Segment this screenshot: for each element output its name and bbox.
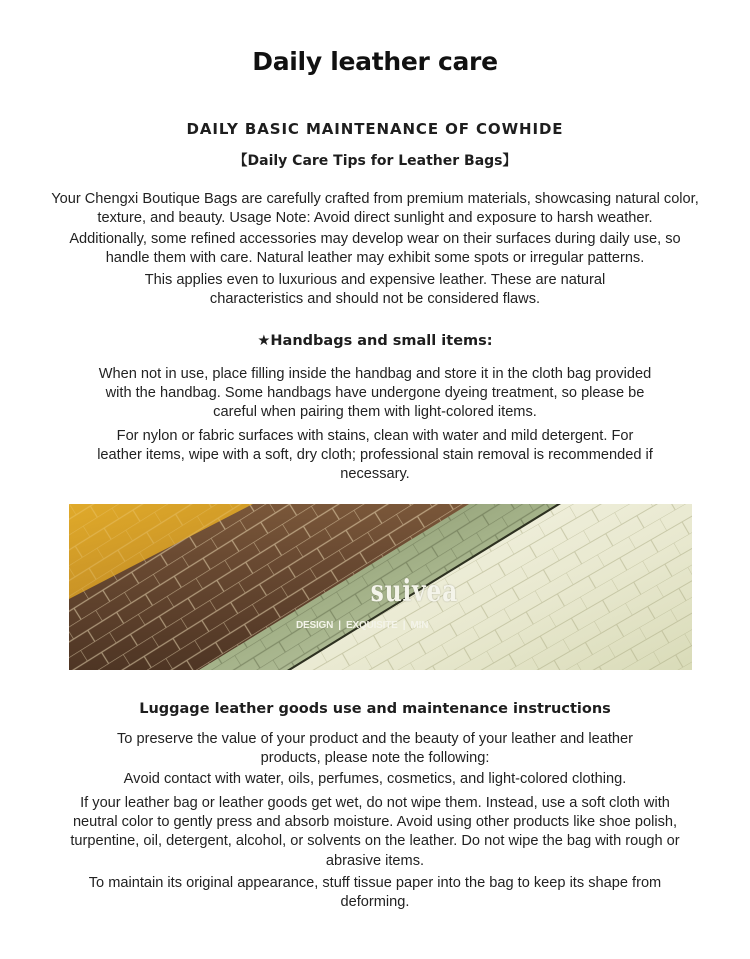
brand-logo: suivea: [370, 574, 459, 609]
page-subtitle: DAILY BASIC MAINTENANCE OF COWHIDE: [186, 120, 564, 138]
intro-paragraph-1: Your Chengxi Boutique Bags are carefully crafted from premium materials, showcasing natural color, texture, and beauty. Usage Note: Avoid direct sunlight and exposure to harsh weather.: [51, 191, 699, 227]
handbags-paragraph-2: For nylon or fabric surfaces with stains, clean with water and mild detergent. For leather items, wipe with a soft, dry cloth; professional stain removal is recommended if necessary.: [97, 428, 653, 483]
intro-paragraph-2: Additionally, some refined accessories may develop wear on their surfaces during daily use, so handle them with care. Natural leather may exhibit some spots or irregular patterns.: [69, 231, 681, 267]
luggage-heading: Luggage leather goods use and maintenance instructions: [139, 701, 611, 717]
luggage-paragraph-1: To preserve the value of your product and the beauty of your leather and leather products, please note the following:: [117, 731, 633, 767]
luggage-paragraph-3: If your leather bag or leather goods get wet, do not wipe them. Instead, use a soft cloth with neutral color to gently press and absorb moisture. Avoid using other products like shoe polish, turpentine, oil, detergent, alcohol, or solvents on the leather. Do not wipe the bag with rough or abrasive items.: [70, 795, 680, 869]
luggage-paragraph-4: To maintain its original appearance, stuff tissue paper into the bag to keep its shape from deforming.: [88, 875, 662, 911]
luggage-paragraph-2: Avoid contact with water, oils, perfumes, cosmetics, and light-colored clothing.: [123, 771, 627, 787]
leather-banner-image: [69, 504, 692, 670]
page-title: Daily leather care: [252, 47, 498, 76]
care-tips-heading: 【Daily Care Tips for Leather Bags】: [233, 153, 517, 169]
handbags-heading: ★Handbags and small items:: [257, 333, 493, 349]
brand-tagline: DESIGN | EXQUISITE | MIN: [296, 620, 429, 631]
intro-paragraph-3: This applies even to luxurious and expensive leather. These are natural characteristics and should not be considered flaws.: [144, 272, 606, 308]
handbags-paragraph-1: When not in use, place filling inside the handbag and store it in the cloth bag provided with the handbag. Some handbags have undergone dyeing treatment, so please be careful when pairing them with light-colored items.: [98, 366, 652, 421]
